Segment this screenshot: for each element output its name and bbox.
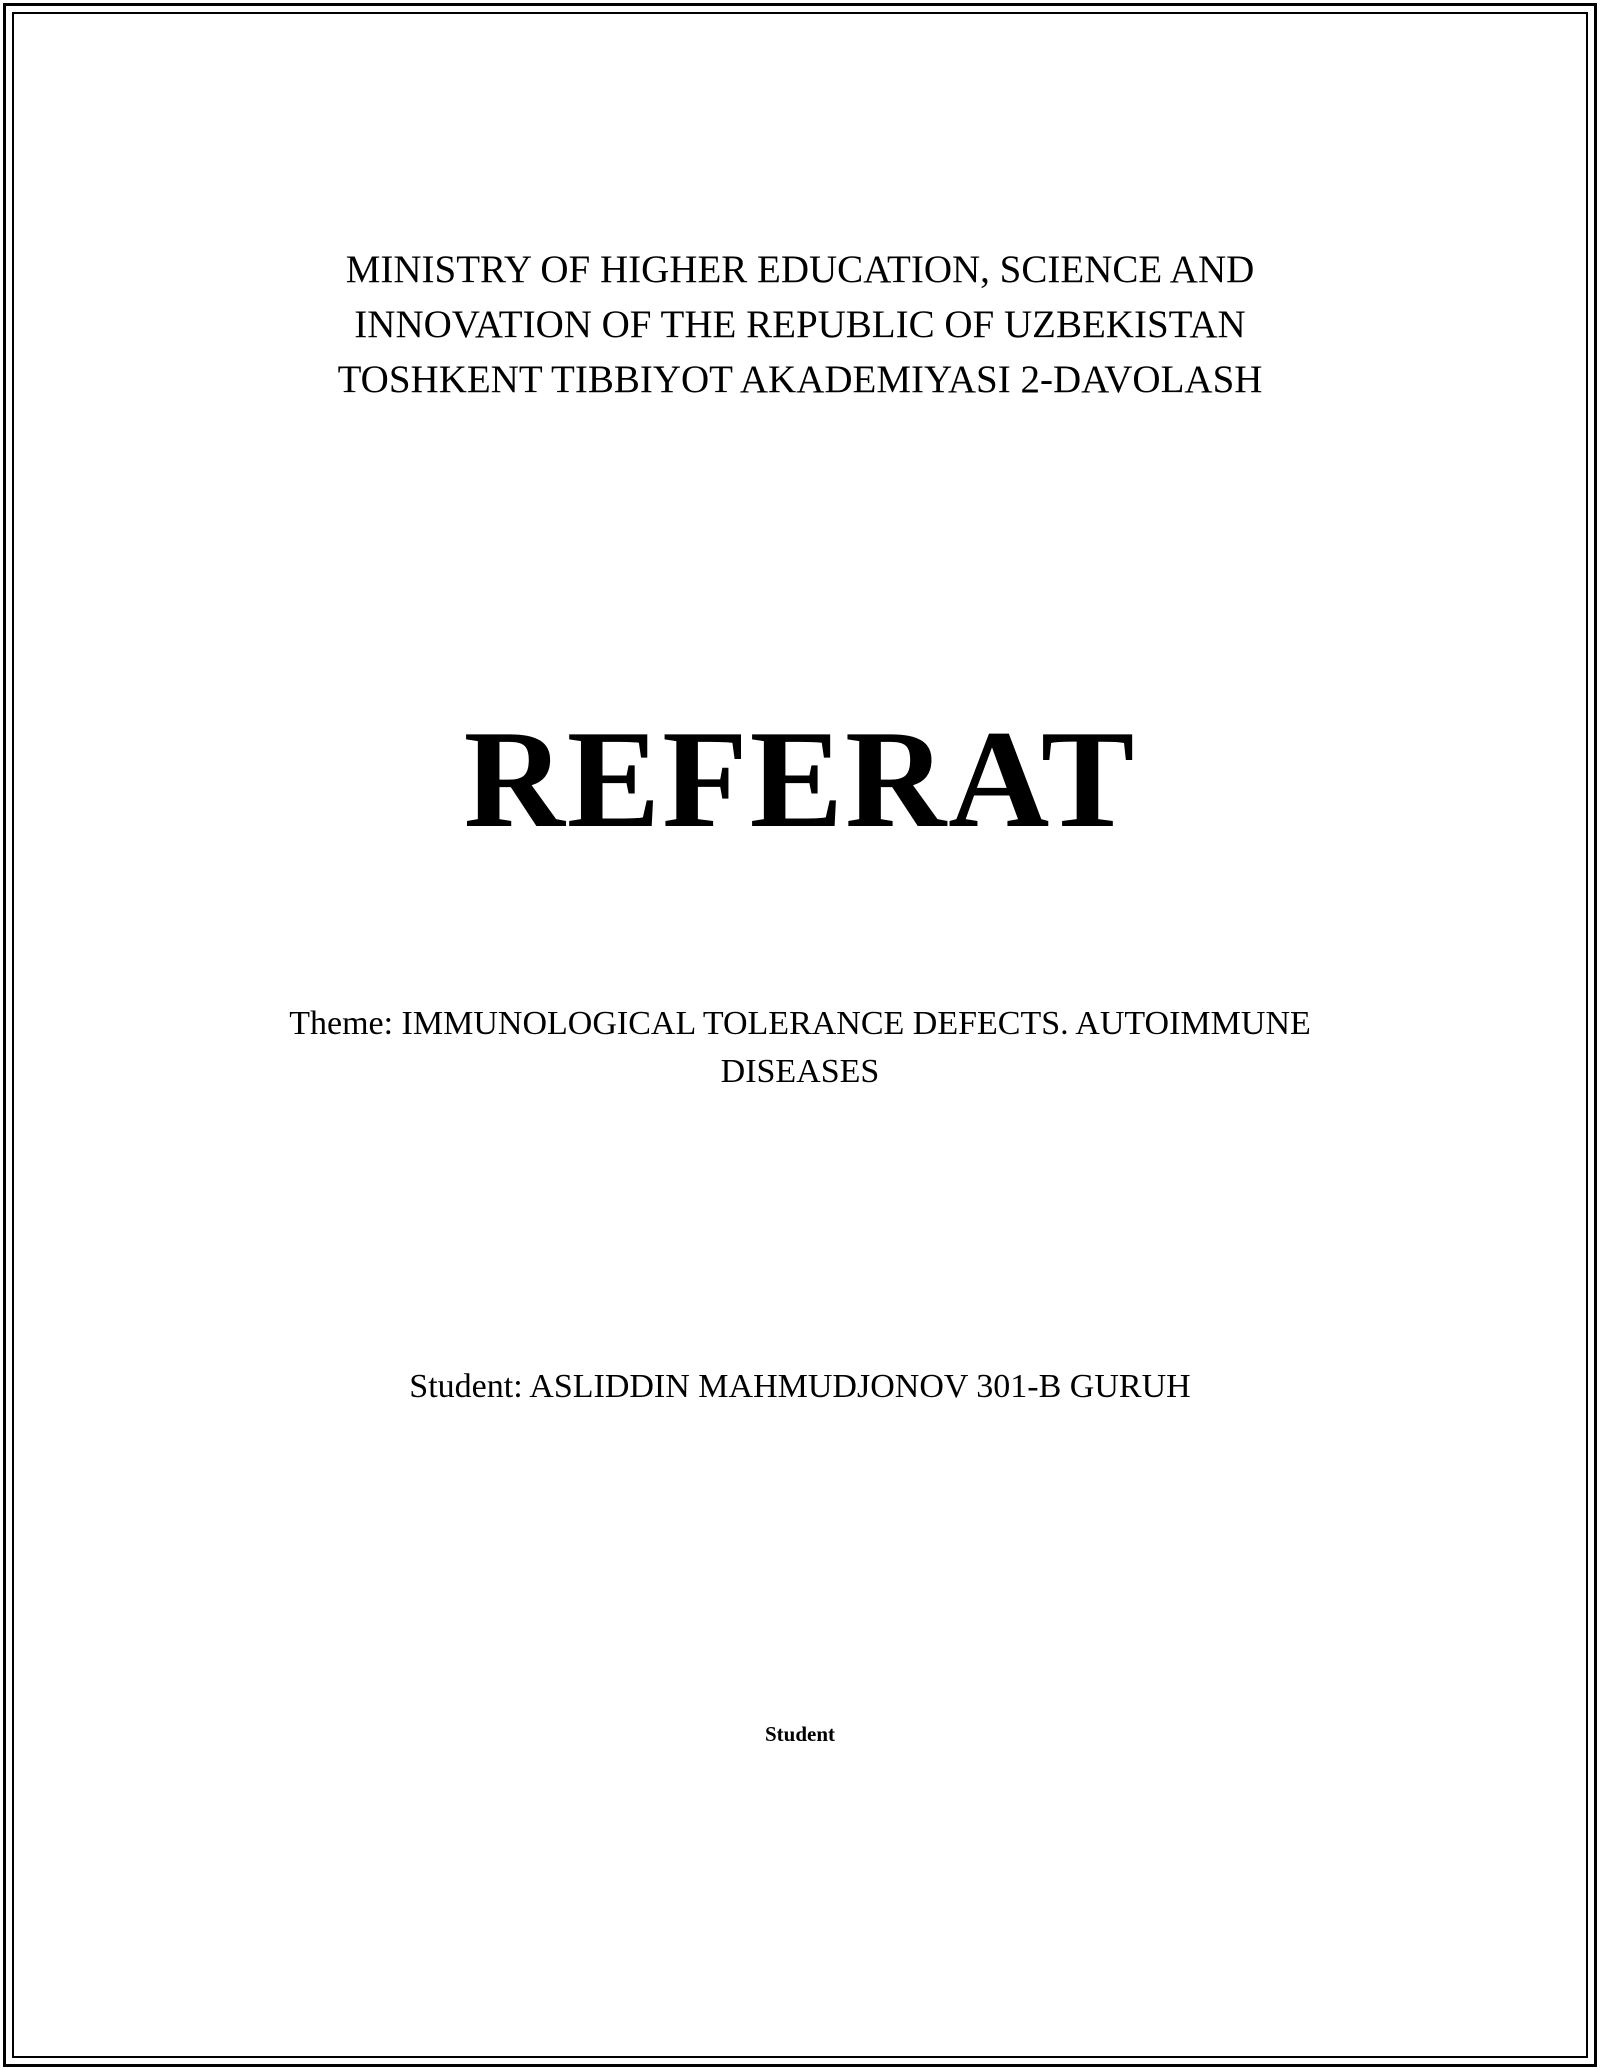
header-line: MINISTRY OF HIGHER EDUCATION, SCIENCE AND (345, 248, 1255, 291)
header-line: INNOVATION OF THE REPUBLIC OF UZBEKISTAN (354, 303, 1246, 346)
document-title: REFERAT (463, 702, 1137, 857)
header-line: TOSHKENT TIBBIYOT AKADEMIYASI 2-DAVOLASH (337, 358, 1263, 401)
institution-header (0, 242, 1600, 407)
student-line: Student: ASLIDDIN MAHMUDJONOV 301-B GURUH (409, 1368, 1191, 1405)
theme-text: Theme: IMMUNOLOGICAL TOLERANCE DEFECTS. AUTOIMMUNE DISEASES (289, 1005, 1311, 1090)
footer-student-label: Student (764, 1722, 836, 1746)
